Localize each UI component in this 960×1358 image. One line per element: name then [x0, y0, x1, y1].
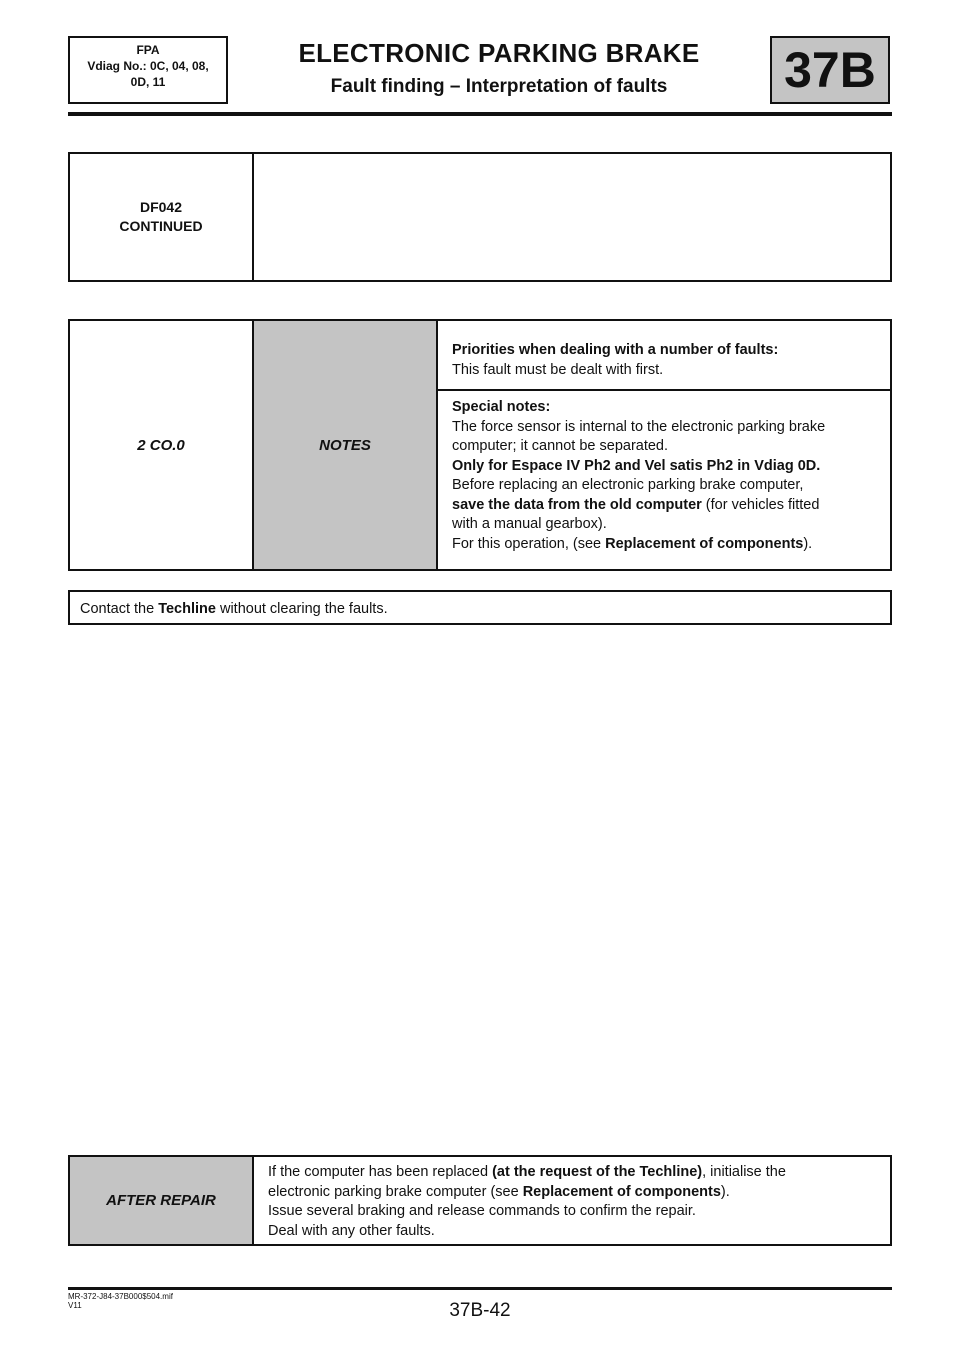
fault-code: DF042 [139, 199, 182, 215]
row-divider [438, 389, 890, 391]
save-data-emphasis: save the data from the old computer [452, 496, 702, 513]
priorities-title: Priorities when dealing with a number of faults: [452, 342, 779, 358]
page-number: 37B-42 [449, 1300, 511, 1321]
l1-post: , initialise the [702, 1164, 786, 1180]
operation-post: ). [803, 535, 813, 552]
notes-label-cell: NOTES [254, 321, 436, 569]
special-notes-vehicle: Only for Espace IV Ph2 and Vel satis Ph2 in Vdiag 0D. [452, 457, 821, 474]
special-notes-line: computer; it cannot be separated. [452, 438, 669, 454]
contact-techline-box [68, 590, 892, 625]
contact-pre: Contact the [80, 601, 159, 617]
contact-post: without clearing the faults. [215, 601, 388, 617]
special-notes-line: The force sensor is internal to the electronic parking brake [452, 418, 826, 435]
column-divider [252, 154, 254, 280]
after-repair-label: AFTER REPAIR [70, 1157, 252, 1244]
vehicle-info-line2: Vdiag No.: 0C, 04, 08, [87, 59, 209, 73]
priorities-note [452, 341, 882, 380]
vehicle-info-line1: FPA [136, 43, 160, 57]
column-divider [252, 1157, 254, 1244]
header-divider [68, 112, 892, 116]
page-subtitle: Fault finding – Interpretation of faults [330, 76, 668, 97]
after-repair-line [268, 1163, 878, 1183]
l2-post: ). [720, 1183, 730, 1200]
special-notes [452, 398, 886, 554]
document-version: V11 [68, 1301, 82, 1310]
replacement-components-link: Replacement of components [605, 535, 804, 552]
after-repair-instructions [268, 1163, 878, 1241]
section-code-badge: 37B [770, 36, 890, 104]
operation-pre: For this operation, (see [452, 535, 606, 552]
after-repair-table [68, 1155, 892, 1246]
condition-cell: 2 CO.0 [137, 436, 185, 454]
priorities-text: This fault must be dealt with first. [452, 361, 664, 378]
fault-status: CONTINUED [119, 218, 203, 234]
after-repair-line: Issue several braking and release commands to confirm the repair. [268, 1203, 696, 1219]
l2-emphasis: Replacement of components [522, 1183, 721, 1200]
special-notes-save [452, 496, 886, 516]
footer-divider [68, 1287, 892, 1290]
fault-header-box [68, 152, 892, 282]
special-notes-line: Before replacing an electronic parking brake computer, [452, 477, 804, 493]
special-notes-title: Special notes: [452, 399, 551, 415]
l1-pre: If the computer has been replaced [268, 1164, 493, 1180]
special-notes-line: with a manual gearbox). [452, 516, 607, 532]
save-data-rest: (for vehicles fitted [701, 496, 820, 513]
special-notes-operation [452, 535, 886, 555]
after-repair-line [268, 1183, 878, 1203]
techline-emphasis: Techline [158, 601, 216, 617]
document-file-ref: MR-372-J84-37B000$504.mif [68, 1292, 173, 1301]
l1-emphasis: (at the request of the Techline) [492, 1164, 703, 1180]
vehicle-info-line3: 0D, 11 [130, 75, 166, 89]
page-title: ELECTRONIC PARKING BRAKE [298, 38, 700, 68]
notes-table [68, 319, 892, 571]
column-divider [436, 321, 438, 569]
vehicle-info-box [68, 36, 228, 104]
fault-label-cell [70, 154, 252, 280]
l2-pre: electronic parking brake computer (see [268, 1183, 523, 1200]
after-repair-line: Deal with any other faults. [268, 1222, 435, 1239]
